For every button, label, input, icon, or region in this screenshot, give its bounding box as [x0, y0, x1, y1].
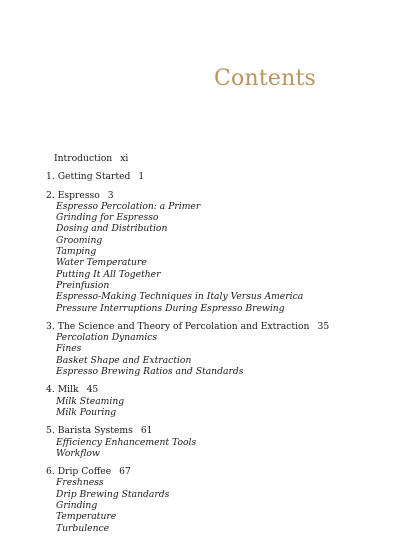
toc-subsection: Pressure Interruptions During Espresso Brewing: [56, 302, 285, 314]
toc-entry-label: Getting Started: [57, 171, 131, 183]
toc-entry-label: Introduction: [54, 153, 113, 164]
toc-subsection: Workflow: [56, 447, 100, 459]
toc-subsection: Grinding: [56, 500, 98, 512]
toc-subsection: Espresso-Making Techniques in Italy Versus America: [56, 291, 304, 303]
toc-entry-page: 35: [317, 320, 330, 332]
toc-entry-number: 2.: [46, 189, 55, 201]
toc-entry-page: 45: [86, 384, 99, 396]
toc-subsection: Temperature: [56, 511, 117, 523]
toc-entry-chapter-3: [46, 321, 386, 377]
toc-entry-label: Espresso: [57, 189, 100, 201]
toc-entry-introduction: [46, 153, 386, 164]
toc-subsection: Efficiency Enhancement Tools: [56, 436, 197, 448]
toc-subsection: Grooming: [56, 234, 103, 246]
toc-subsection-list: [46, 201, 386, 314]
toc-subsection: Turbulence: [56, 522, 110, 534]
toc-entry-number: 4.: [46, 384, 55, 396]
toc-subsection: Percolation Dynamics: [56, 332, 158, 344]
toc-subsection: Tamping: [56, 246, 97, 258]
toc-subsection-list: [46, 437, 386, 460]
toc-entry-label: Milk: [57, 384, 79, 396]
toc-subsection: Dosing and Distribution: [56, 223, 168, 235]
table-of-contents: [46, 153, 386, 534]
toc-entry-page: 61: [140, 425, 153, 437]
toc-entry-number: 3.: [46, 320, 55, 332]
toc-subsection: Fines: [56, 343, 82, 355]
toc-subsection: Espresso Percolation: a Primer: [56, 200, 201, 212]
toc-entry-page: 3: [107, 189, 114, 201]
toc-subsection: Espresso Brewing Ratios and Standards: [56, 366, 244, 378]
toc-subsection-list: [46, 396, 386, 419]
toc-entry-page: 67: [119, 466, 131, 478]
toc-entry-chapter-6: [46, 466, 386, 534]
toc-entry-page: xi: [120, 153, 129, 164]
toc-entry-chapter-2: [46, 190, 386, 314]
toc-subsection: Milk Steaming: [56, 395, 125, 407]
toc-entry-number: 1.: [46, 171, 55, 183]
toc-entry-number: 5.: [46, 425, 55, 437]
toc-subsection: Grinding for Espresso: [56, 212, 159, 224]
toc-subsection: Preinfusion: [56, 279, 110, 291]
toc-entry-number: 6.: [46, 466, 55, 478]
toc-subsection: Putting It All Together: [56, 268, 161, 280]
page-title: Contents: [213, 66, 316, 91]
toc-subsection-list: [46, 332, 386, 377]
toc-subsection: Basket Shape and Extraction: [56, 354, 192, 366]
toc-entry-page: 1: [138, 171, 145, 183]
toc-subsection-list: [46, 477, 386, 533]
toc-subsection: Freshness: [56, 477, 104, 489]
toc-entry-chapter-1: [46, 171, 386, 182]
toc-subsection: Water Temperature: [56, 257, 147, 269]
toc-entry-chapter-5: [46, 425, 386, 459]
toc-entry-label: The Science and Theory of Percolation and Extraction: [57, 320, 310, 332]
toc-entry-chapter-4: [46, 384, 386, 418]
toc-subsection: Milk Pouring: [56, 406, 117, 418]
toc-entry-label: Drip Coffee: [57, 466, 112, 478]
toc-entry-label: Barista Systems: [57, 425, 133, 437]
toc-subsection: Drip Brewing Standards: [56, 488, 170, 500]
